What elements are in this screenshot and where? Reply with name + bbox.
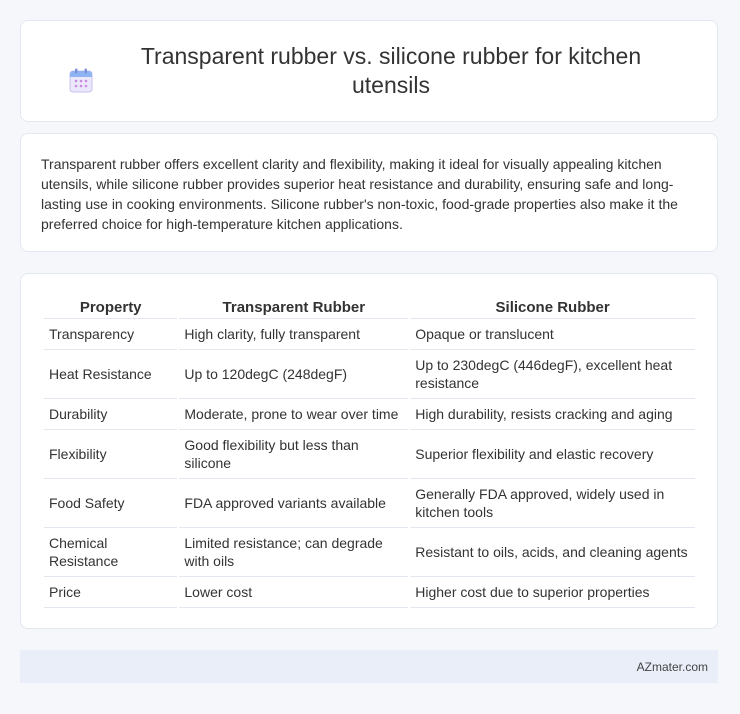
transparent-cell: Limited resistance; can degrade with oils <box>179 528 408 577</box>
comparison-table <box>42 294 697 608</box>
header-transparent-rubber: Transparent Rubber <box>179 294 408 319</box>
title-card <box>20 20 718 122</box>
silicone-cell: Generally FDA approved, widely used in kitchen tools <box>410 479 695 528</box>
property-cell: Flexibility <box>44 430 177 479</box>
silicone-cell: Up to 230degC (446degF), excellent heat resistance <box>410 350 695 399</box>
property-cell: Chemical Resistance <box>44 528 177 577</box>
title-wrap <box>69 42 669 100</box>
silicone-cell: Opaque or translucent <box>410 319 695 350</box>
transparent-cell: Up to 120degC (248degF) <box>179 350 408 399</box>
property-cell: Transparency <box>44 319 177 350</box>
calendar-icon <box>69 68 93 94</box>
silicone-cell: Resistant to oils, acids, and cleaning agents <box>410 528 695 577</box>
property-cell: Food Safety <box>44 479 177 528</box>
table-header-row <box>44 294 695 319</box>
table-row <box>44 350 695 399</box>
footer-brand: AZmater.com <box>636 659 708 674</box>
property-cell: Heat Resistance <box>44 350 177 399</box>
table-row <box>44 479 695 528</box>
transparent-cell: Good flexibility but less than silicone <box>179 430 408 479</box>
silicone-cell: Superior flexibility and elastic recovery <box>410 430 695 479</box>
intro-card <box>20 133 718 252</box>
silicone-cell: Higher cost due to superior properties <box>410 577 695 608</box>
transparent-cell: Moderate, prone to wear over time <box>179 399 408 430</box>
silicone-cell: High durability, resists cracking and aging <box>410 399 695 430</box>
transparent-cell: FDA approved variants available <box>179 479 408 528</box>
header-silicone-rubber: Silicone Rubber <box>410 294 695 319</box>
transparent-cell: Lower cost <box>179 577 408 608</box>
table-row <box>44 577 695 608</box>
table-row <box>44 319 695 350</box>
transparent-cell: High clarity, fully transparent <box>179 319 408 350</box>
intro-text: Transparent rubber offers excellent clarity and flexibility, making it ideal for visually appealing kitchen utensils, while silicone rubber provides superior heat resistance and durability, ensuring safe and long-lasting use in cooking environments. Silicone rubber's non-toxic, food-grade properties also make it the preferred choice for high-temperature kitchen applications. <box>41 156 678 232</box>
comparison-card <box>20 273 718 629</box>
table-row <box>44 399 695 430</box>
table-row <box>44 528 695 577</box>
property-cell: Price <box>44 577 177 608</box>
page-title: Transparent rubber vs. silicone rubber for kitchen utensils <box>140 43 642 98</box>
footer-bar <box>20 650 718 683</box>
property-cell: Durability <box>44 399 177 430</box>
header-property: Property <box>44 294 177 319</box>
table-row <box>44 430 695 479</box>
